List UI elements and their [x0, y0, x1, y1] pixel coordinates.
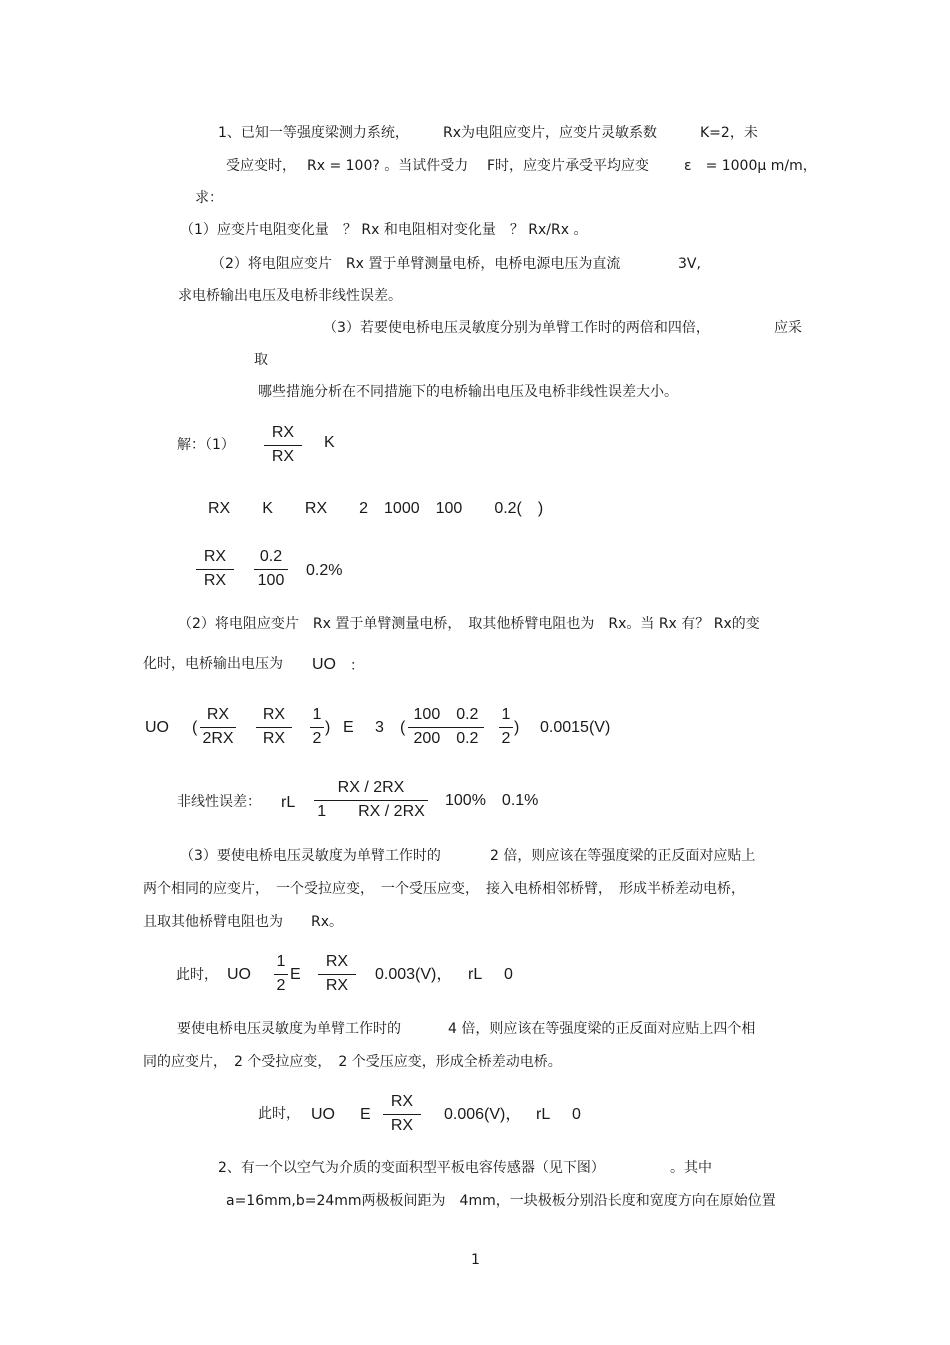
- now-label: 此时，: [176, 967, 218, 983]
- fraction-denominator: RX: [262, 730, 286, 747]
- paren-close: ): [325, 719, 331, 736]
- fraction-rx-rx-2: [256, 706, 292, 748]
- fraction-numerator: 100 0.2: [413, 706, 479, 723]
- fraction-rx-rx: [264, 424, 302, 466]
- fraction-denominator: RX: [271, 448, 295, 465]
- symbol-uo-eq: UO: [145, 719, 169, 736]
- paren-open: (: [192, 719, 198, 736]
- sol2-line1: （2）将电阻应变片 Rx 置于单臂测量电桥， 取其他桥臂电阻也为 Rx。当 Rx 有？ Rx的变: [178, 616, 760, 632]
- p1-line2b: Rx = 100? 。当试件受力: [307, 158, 469, 174]
- sol3-line1b: 2 倍，则应该在等强度梁的正反面对应贴上: [490, 848, 756, 864]
- fraction-numerator: RX: [271, 424, 295, 441]
- result-percent: 0.2%: [306, 562, 343, 579]
- symbol-e-3: E: [360, 1106, 371, 1123]
- symbol-uo-4: UO: [311, 1106, 335, 1123]
- fraction-numerator: 1: [501, 706, 511, 723]
- symbol-rl: rL: [281, 794, 296, 811]
- fraction-denominator: RX: [203, 572, 227, 589]
- equation-delta-rx: RX K RX 2 1000 100 0.2( ): [208, 500, 544, 517]
- sol4-line1a: 要使电桥电压灵敏度为单臂工作时的: [177, 1021, 401, 1037]
- fraction-denominator: 1 RX / 2RX: [317, 803, 425, 820]
- value-zero: 0: [504, 966, 513, 983]
- fraction-denominator: RX: [390, 1117, 414, 1134]
- fraction-denominator: 100: [257, 572, 285, 589]
- p1-line3: 求：: [195, 190, 223, 206]
- fraction-numerator: RX: [206, 706, 230, 723]
- p1-q2c: 求电桥输出电压及电桥非线性误差。: [178, 288, 402, 304]
- fraction-denominator: RX: [325, 977, 349, 994]
- p2-line1b: 。其中: [670, 1160, 712, 1176]
- p1-q3c: 取: [254, 352, 268, 368]
- solution-label: 解：（1）: [177, 437, 235, 453]
- p1-q1: （1）应变片电阻变化量 ？ Rx 和电阻相对变化量 ？ Rx/Rx 。: [180, 222, 588, 238]
- result-voltage-1: 0.0015(V): [540, 719, 611, 736]
- value-3: 3: [375, 719, 384, 736]
- p1-q2b: 3V,: [678, 256, 701, 272]
- now-label-2: 此时，: [258, 1106, 300, 1122]
- fraction-half: [310, 706, 324, 748]
- p2-line2: a=16mm,b=24mm两极板间距为 4mm，一块极板分别沿长度和宽度方向在原始位置: [226, 1193, 776, 1209]
- p2-line1a: 2、有一个以空气为介质的变面积型平板电容传感器（见下图）: [218, 1160, 605, 1176]
- fraction-denominator: 2: [501, 730, 511, 747]
- symbol-e: E: [343, 719, 354, 736]
- fraction-numerator: RX: [390, 1093, 414, 1110]
- p1-q3a: （3）若要使电桥电压灵敏度分别为单臂工作时的两倍和四倍，: [323, 320, 710, 336]
- result-voltage-2: 0.003(V)，: [375, 966, 453, 983]
- sol3-line2: 两个相同的应变片， 一个受拉应变， 一个受压应变， 接入电桥相邻桥臂， 形成半桥差动电桥，: [143, 881, 745, 897]
- sol2-line2: 化时，电桥输出电压为: [143, 656, 283, 672]
- fraction-numerator: RX / 2RX: [337, 779, 405, 796]
- sol4-line2: 同的应变片， 2 个受拉应变， 2 个受压应变，形成全桥差动电桥。: [143, 1054, 562, 1070]
- fraction-02-100: [254, 548, 288, 590]
- p1-q3d: 哪些措施分析在不同措施下的电桥输出电压及电桥非线性误差大小。: [258, 384, 678, 400]
- fraction-relative-change: [196, 548, 234, 590]
- fraction-numerator: 0.2: [259, 548, 283, 565]
- sol3-line1a: （3）要使电桥电压灵敏度为单臂工作时的: [180, 848, 441, 864]
- fraction-numerator: RX: [325, 953, 349, 970]
- p1-line1c: K=2，未: [700, 125, 758, 141]
- fraction-denominator: 2RX: [202, 730, 234, 747]
- fraction-nonlinear: [314, 779, 428, 821]
- value-zero-2: 0: [572, 1106, 581, 1123]
- symbol-uo: UO: [312, 656, 336, 673]
- fraction-denominator: 200 0.2: [413, 730, 479, 747]
- fraction-rx-rx-3: [318, 953, 356, 995]
- result-nonlinear: 100% 0.1%: [445, 792, 539, 809]
- p1-line2a: 受应变时，: [226, 158, 296, 174]
- symbol-uo-3: UO: [227, 966, 251, 983]
- page-number: 1: [471, 1252, 480, 1268]
- p1-q3b: 应采: [774, 320, 802, 336]
- symbol-rl-2: rL: [468, 966, 483, 983]
- fraction-half-3: [274, 953, 288, 995]
- fraction-half-2: [499, 706, 513, 748]
- fraction-numerator: RX: [203, 548, 227, 565]
- fraction-rx-rx-4: [383, 1093, 421, 1135]
- p1-q2a: （2）将电阻应变片 Rx 置于单臂测量电桥，电桥电源电压为直流: [211, 256, 621, 272]
- fraction-numerator: 1: [276, 953, 286, 970]
- sol3-line3: 且取其他桥臂电阻也为 Rx。: [143, 914, 344, 930]
- symbol-rl-3: rL: [536, 1106, 551, 1123]
- paren-open-2: (: [400, 719, 406, 736]
- symbol-k: K: [324, 434, 335, 451]
- result-voltage-3: 0.006(V)，: [444, 1106, 522, 1123]
- p1-line2c: F时，应变片承受平均应变: [487, 158, 650, 174]
- paren-close-2: ): [514, 719, 520, 736]
- fraction-rx-2rx: [200, 706, 236, 748]
- fraction-100-200: [408, 706, 484, 748]
- fraction-denominator: 2: [312, 730, 322, 747]
- p1-line2d: ε = 1000μ m/m，: [684, 158, 817, 174]
- symbol-e-2: E: [290, 966, 301, 983]
- p1-line1b: Rx为电阻应变片，应变片灵敏系数: [443, 125, 658, 141]
- nonlinear-label: 非线性误差：: [177, 794, 261, 810]
- sol4-line1b: 4 倍，则应该在等强度梁的正反面对应贴上四个相: [448, 1021, 756, 1037]
- fraction-numerator: RX: [262, 706, 286, 723]
- colon: ：: [350, 658, 364, 674]
- p1-line1a: 1、已知一等强度梁测力系统，: [218, 125, 409, 141]
- fraction-denominator: 2: [276, 977, 286, 994]
- fraction-numerator: 1: [312, 706, 322, 723]
